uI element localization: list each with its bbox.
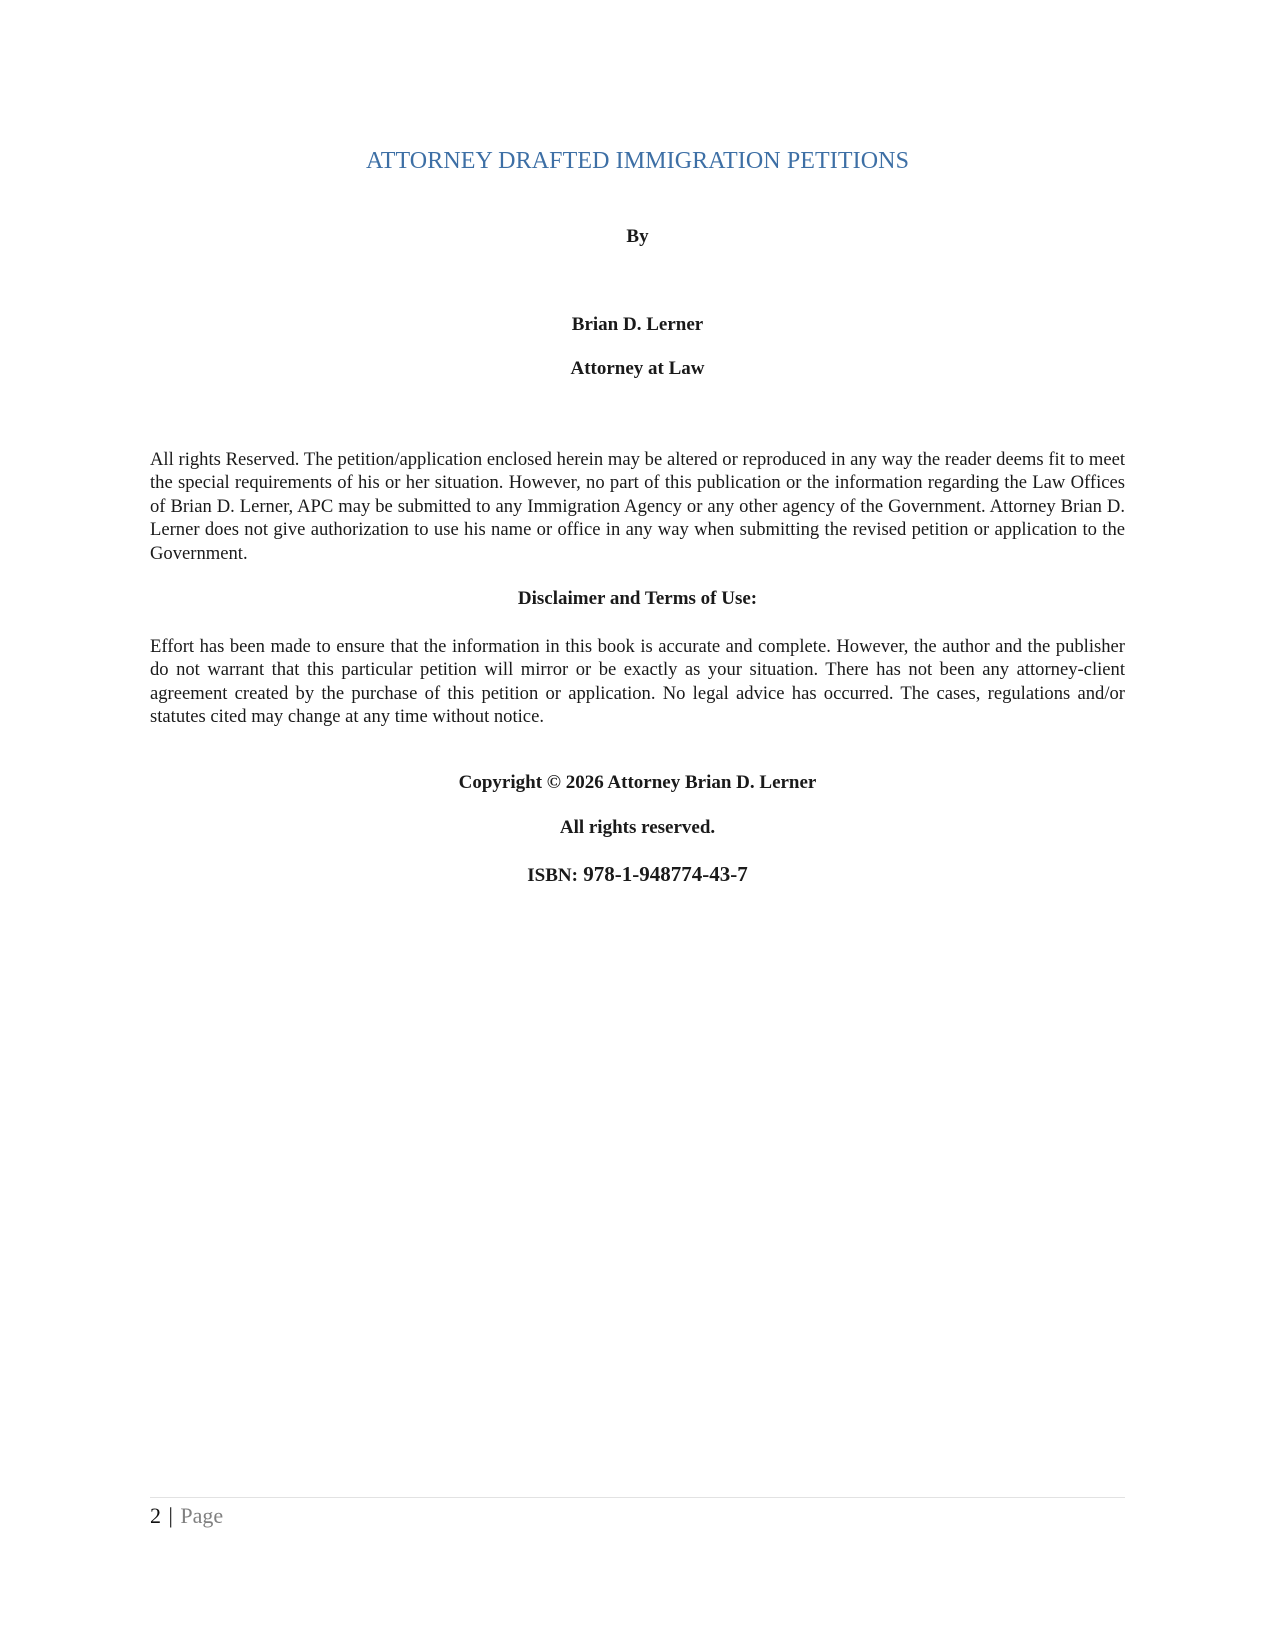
author-name: Brian D. Lerner <box>571 314 704 335</box>
isbn-line <box>150 862 1125 887</box>
isbn-value: 978-1-948774-43-7 <box>583 862 748 886</box>
isbn-label: ISBN: <box>527 865 578 886</box>
page-number: 2 <box>150 1503 161 1528</box>
document-title: ATTORNEY DRAFTED IMMIGRATION PETITIONS <box>365 148 910 174</box>
page-footer <box>150 1503 223 1529</box>
author-role: Attorney at Law <box>570 358 705 379</box>
rights-paragraph: All rights Reserved. The petition/application enclosed herein may be altered or reproduced in any way the reader deems fit to meet the special requirements of his or her situation. However, no part of this publication or the information regarding the Law Offices of Brian D. Lerner, APC may be submitted to any Immigration Agency or any other agency of the Government. Attorney Brian D. Lerner does not give authorization to use his name or office in any way when submitting the revised petition or application to the Government. <box>150 449 1125 564</box>
footer-separator: | <box>168 1503 173 1528</box>
copyright-line: Copyright © 2026 Attorney Brian D. Lerner <box>458 772 817 793</box>
all-rights-reserved: All rights reserved. <box>559 817 716 838</box>
disclaimer-heading: Disclaimer and Terms of Use: <box>517 588 758 609</box>
by-label: By <box>626 226 649 247</box>
page-word: Page <box>180 1503 224 1528</box>
disclaimer-paragraph: Effort has been made to ensure that the information in this book is accurate and complete. However, the author and the publisher do not warrant that this particular petition will mirror or be exactly as your situation. There has not been any attorney-client agreement created by the purchase of this petition or application. No legal advice has occurred. The cases, regulations and/or statutes cited may change at any time without notice. <box>150 636 1125 728</box>
footer-divider <box>150 1497 1125 1498</box>
